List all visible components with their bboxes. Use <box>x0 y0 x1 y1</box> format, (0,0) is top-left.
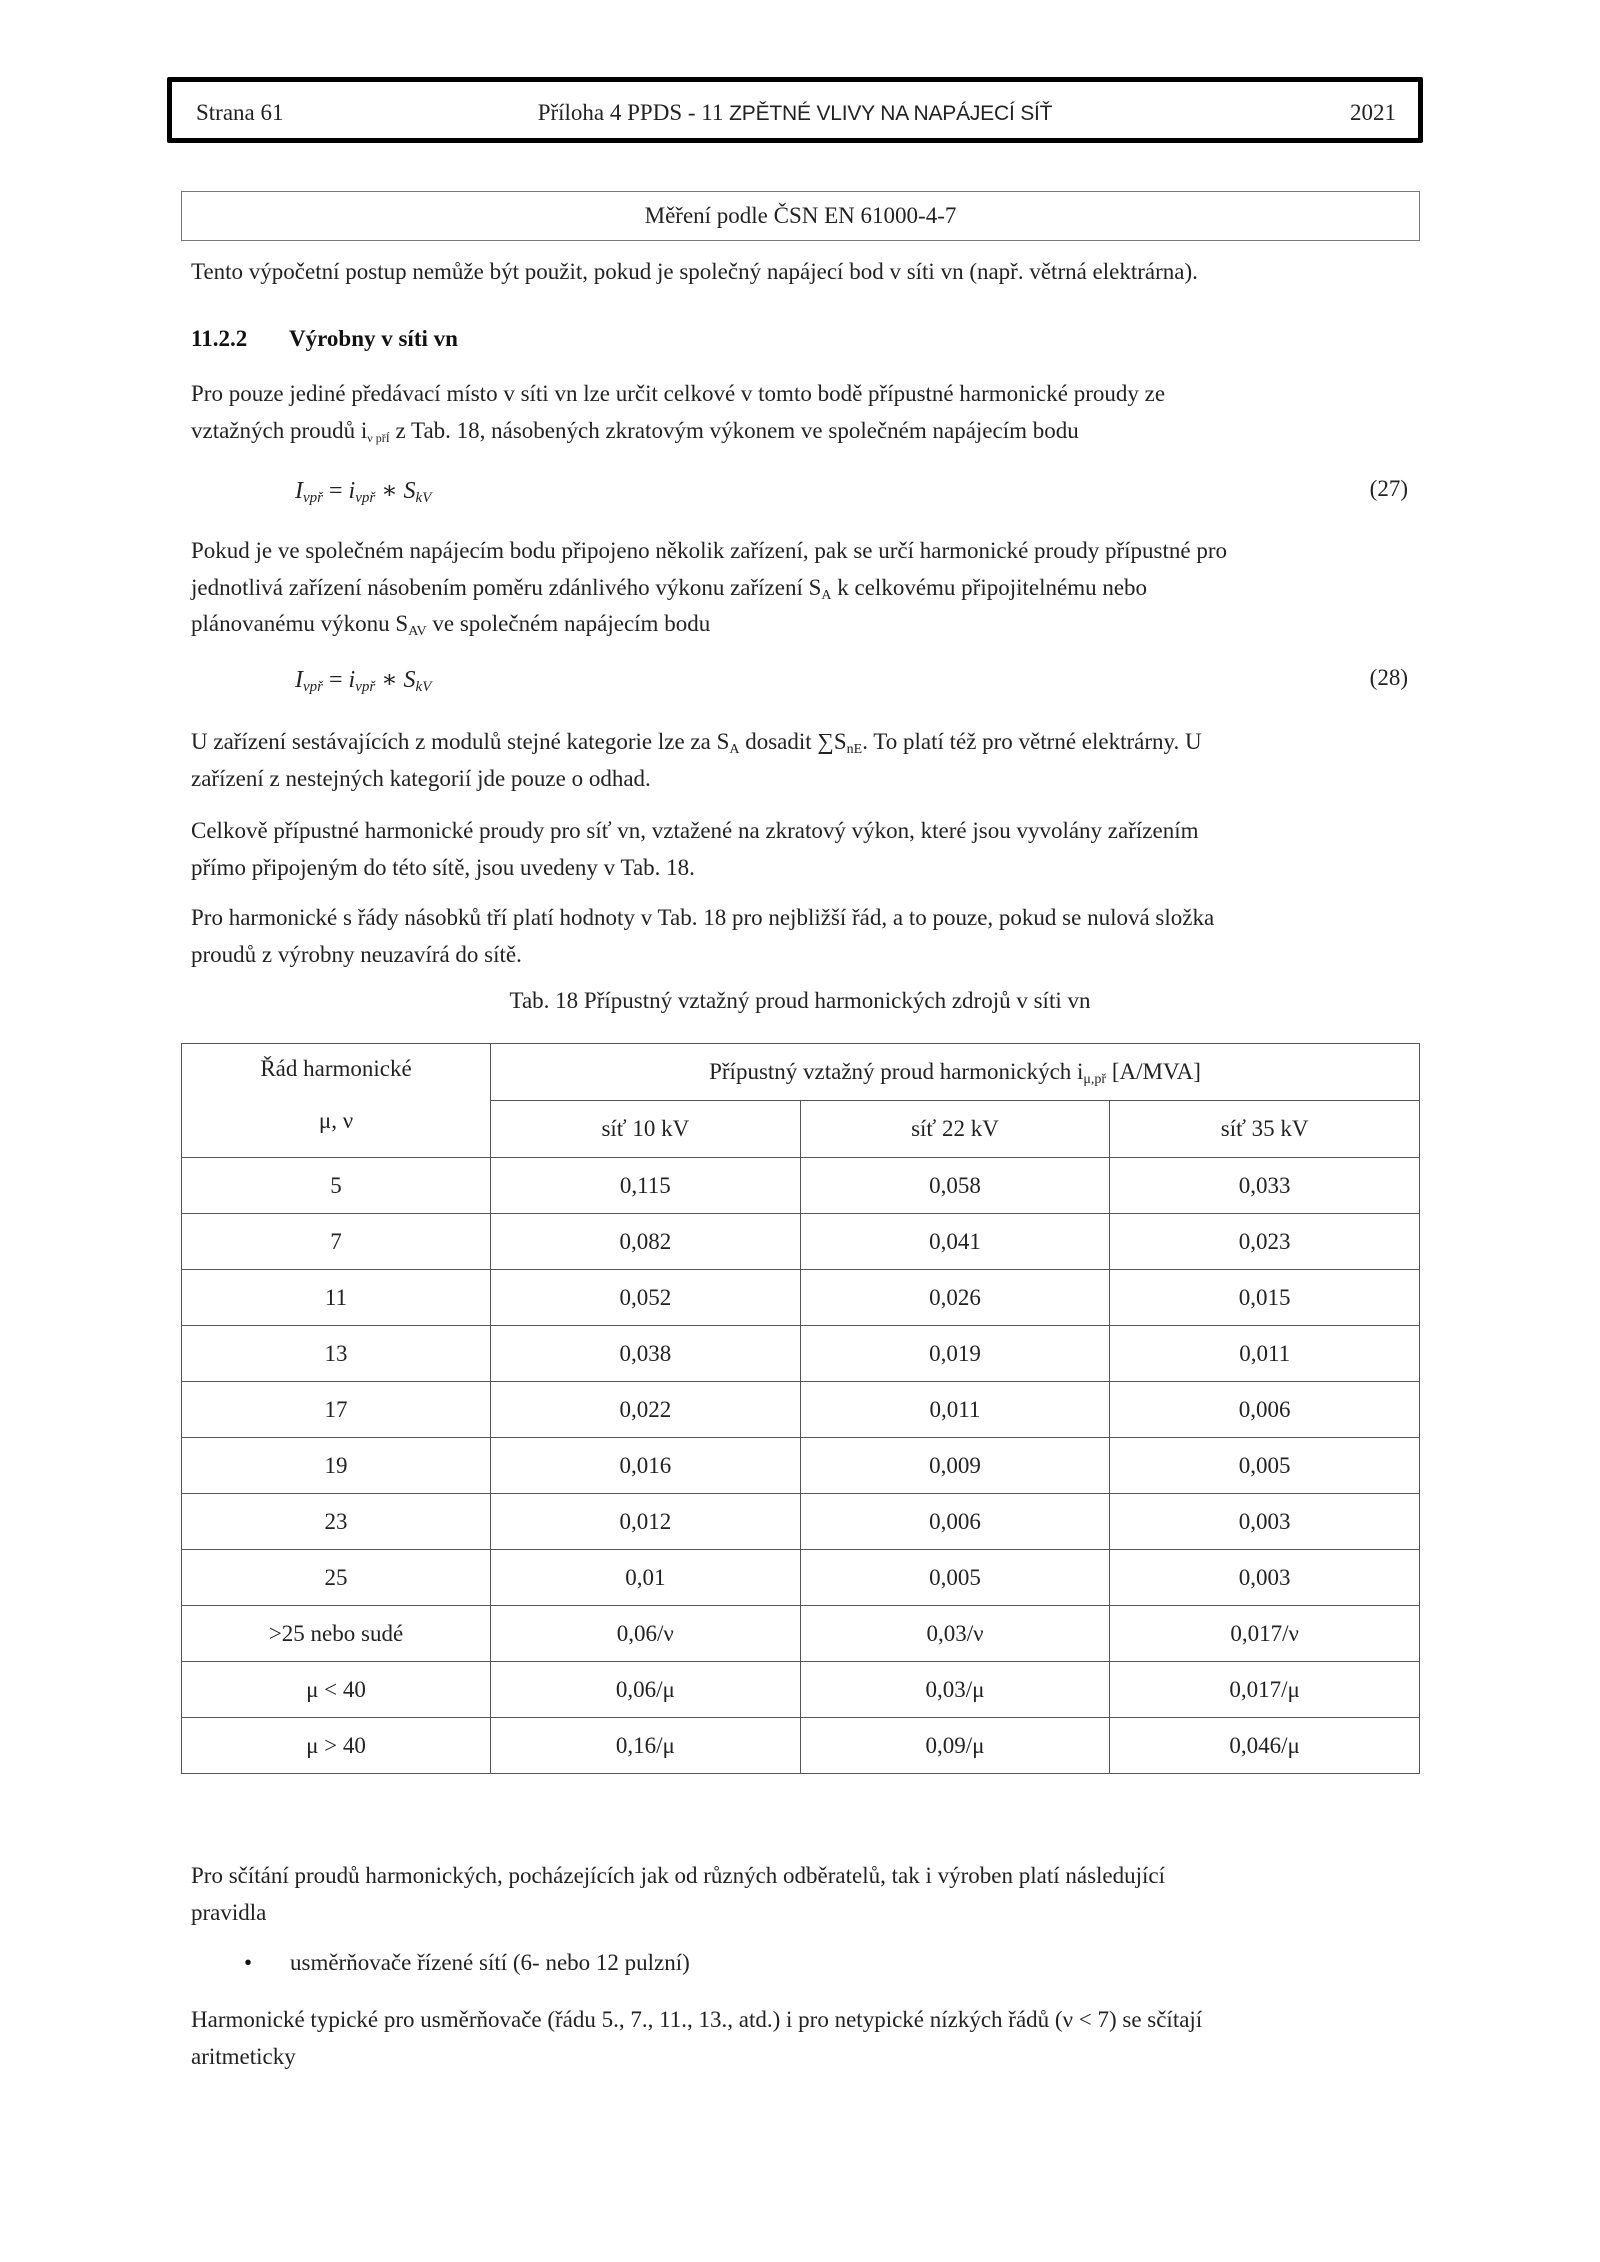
subscript: νpř <box>303 679 323 695</box>
table-row <box>182 1438 1420 1494</box>
cell-value-10kv: 0,012 <box>491 1494 801 1550</box>
intro-paragraph: Tento výpočetní postup nemůže být použit, pokud je společný napájecí bod v síti vn (např. větrná elektrárna). <box>191 259 1198 284</box>
column-header-22kv: síť 22 kV <box>800 1101 1110 1158</box>
column-header-10kv: síť 10 kV <box>491 1101 801 1158</box>
eq-lhs: I <box>295 478 303 504</box>
cell-value-22kv: 0,006 <box>800 1494 1110 1550</box>
cell-value-35kv: 0,017/ν <box>1110 1606 1420 1662</box>
paragraph-2-line-2 <box>191 570 1426 607</box>
eq-rhs-b: S <box>403 478 416 504</box>
paragraph-7-line-2: aritmeticky <box>191 2043 296 2069</box>
eq-rhs-a: i <box>348 478 356 504</box>
cell-value-22kv: 0,041 <box>800 1214 1110 1270</box>
cell-value-35kv: 0,003 <box>1110 1494 1420 1550</box>
text-span: z Tab. 18, násobených zkratovým výkonem ve společném napájecím bodu <box>389 417 1079 443</box>
cell-value-35kv: 0,015 <box>1110 1270 1420 1326</box>
equation-number-28: (28) <box>1369 665 1408 690</box>
header-harmonic-order-line-2: μ, ν <box>318 1108 354 1133</box>
cell-value-22kv: 0,019 <box>800 1326 1110 1382</box>
cell-value-10kv: 0,01 <box>491 1550 801 1606</box>
table-row <box>182 1606 1420 1662</box>
cell-harmonic-order: 25 <box>182 1550 491 1606</box>
bullet-item: usměrňovače řízené sítí (6- nebo 12 pulzní) <box>290 1950 690 1975</box>
cell-value-10kv: 0,016 <box>491 1438 801 1494</box>
subscript: A <box>729 742 740 757</box>
paragraph-3-line-1 <box>191 724 1426 761</box>
equation-27: $I_{\nu př} = i_{\nu př}$ ∗ $S_{kV}$ <box>295 478 432 506</box>
paragraph-7 <box>191 2002 1426 2075</box>
table-row <box>182 1662 1420 1718</box>
text-span: U zařízení sestávajících z modulů stejné kategorie lze za S <box>191 729 730 754</box>
eq-lhs: I <box>295 667 303 693</box>
cell-value-10kv: 0,06/ν <box>491 1606 801 1662</box>
column-header-35kv: síť 35 kV <box>1110 1101 1420 1158</box>
paragraph-5 <box>191 900 1426 973</box>
paragraph-5-line-2: proudů z výrobny neuzavírá do sítě. <box>191 941 522 967</box>
table-row <box>182 1214 1420 1270</box>
paragraph-4 <box>191 813 1426 886</box>
cell-value-22kv: 0,058 <box>800 1158 1110 1214</box>
table-row <box>182 1326 1420 1382</box>
subscript: kV <box>415 679 432 695</box>
text-span: Přípustný vztažný proud harmonických i <box>709 1059 1084 1084</box>
equation-number-27: (27) <box>1369 476 1408 501</box>
eq-operator: ∗ <box>375 667 404 693</box>
subscript: μ,př <box>1083 1072 1107 1087</box>
text-span: jednotlivá zařízení násobením poměru zdánlivého výkonu zařízení S <box>191 574 822 600</box>
document-year: 2021 <box>1350 100 1396 125</box>
paragraph-4-line-1: Celkově přípustné harmonické proudy pro síť vn, vztažené na zkratový výkon, které jsou vyvolány zařízením <box>191 818 1199 843</box>
paragraph-1 <box>191 376 1426 449</box>
cell-value-35kv: 0,017/μ <box>1110 1662 1420 1718</box>
cell-harmonic-order: μ < 40 <box>182 1662 491 1718</box>
paragraph-3-line-2: zařízení z nestejných kategorií jde pouze o odhad. <box>191 765 651 791</box>
cell-value-35kv: 0,023 <box>1110 1214 1420 1270</box>
cell-value-22kv: 0,03/ν <box>800 1606 1110 1662</box>
eq-rhs-a: i <box>348 667 356 693</box>
cell-value-22kv: 0,009 <box>800 1438 1110 1494</box>
table-row <box>182 1494 1420 1550</box>
cell-harmonic-order: 13 <box>182 1326 491 1382</box>
table-row <box>182 1270 1420 1326</box>
document-title-prefix: Příloha 4 PPDS - 11 <box>537 100 730 125</box>
cell-harmonic-order: 7 <box>182 1214 491 1270</box>
table-row <box>182 1382 1420 1438</box>
harmonic-current-table <box>181 1043 1420 1774</box>
header-harmonic-order-line-1: Řád harmonické <box>260 1056 412 1081</box>
cell-value-22kv: 0,005 <box>800 1550 1110 1606</box>
section-title: Výrobny v síti vn <box>289 326 458 351</box>
subscript: νpř <box>355 679 376 695</box>
subscript: νpř <box>303 490 323 506</box>
section-heading <box>191 326 458 352</box>
cell-harmonic-order: 5 <box>182 1158 491 1214</box>
page-number: Strana 61 <box>196 100 284 125</box>
cell-harmonic-order: μ > 40 <box>182 1718 491 1774</box>
cell-value-10kv: 0,115 <box>491 1158 801 1214</box>
cell-value-10kv: 0,052 <box>491 1270 801 1326</box>
section-number: 11.2.2 <box>191 326 248 351</box>
paragraph-2 <box>191 533 1426 643</box>
text-span: ve společném napájecím bodu <box>426 611 711 636</box>
cell-value-35kv: 0,033 <box>1110 1158 1420 1214</box>
cell-harmonic-order: 11 <box>182 1270 491 1326</box>
equation-28: $I_{\nu př} = i_{\nu př}$ ∗ $S_{kV}$ <box>295 667 432 695</box>
text-span: dosadit ∑S <box>739 729 847 754</box>
cell-value-22kv: 0,026 <box>800 1270 1110 1326</box>
cell-harmonic-order: 19 <box>182 1438 491 1494</box>
paragraph-1-line-2 <box>191 413 1426 450</box>
document-title <box>172 100 1418 126</box>
paragraph-4-line-2: přímo připojeným do této sítě, jsou uvedeny v Tab. 18. <box>191 854 695 880</box>
cell-value-35kv: 0,011 <box>1110 1326 1420 1382</box>
paragraph-2-line-1: Pokud je ve společném napájecím bodu připojeno několik zařízení, pak se určí harmonické proudy přípustné pro <box>191 538 1227 563</box>
cell-value-22kv: 0,03/μ <box>800 1662 1110 1718</box>
cell-value-35kv: 0,046/μ <box>1110 1718 1420 1774</box>
page-header <box>167 77 1423 143</box>
subscript: A <box>821 587 832 603</box>
subscript: νpř <box>355 490 376 506</box>
text-span: k celkovému připojitelnému nebo <box>831 574 1148 600</box>
measurement-standard-box: Měření podle ČSN EN 61000-4-7 <box>181 191 1420 241</box>
table-caption: Tab. 18 Přípustný vztažný proud harmonických zdrojů v síti vn <box>509 988 1091 1013</box>
cell-harmonic-order: >25 nebo sudé <box>182 1606 491 1662</box>
paragraph-6-line-2: pravidla <box>191 1899 267 1925</box>
cell-value-35kv: 0,003 <box>1110 1550 1420 1606</box>
paragraph-7-line-1: Harmonické typické pro usměrňovače (řádu 5., 7., 11., 13., atd.) i pro netypické nízkých řádů (ν < 7) se sčítají <box>191 2007 1203 2032</box>
table-row <box>182 1718 1420 1774</box>
header-harmonic-order <box>182 1044 491 1158</box>
cell-value-10kv: 0,082 <box>491 1214 801 1270</box>
paragraph-6-line-1: Pro sčítání proudů harmonických, pocházejících jak od různých odběratelů, tak i výroben platí následující <box>191 1863 1165 1888</box>
paragraph-6 <box>191 1858 1426 1931</box>
paragraph-3 <box>191 724 1426 797</box>
header-permissible-current <box>491 1044 1420 1101</box>
cell-value-10kv: 0,06/μ <box>491 1662 801 1718</box>
paragraph-1-line-1: Pro pouze jediné předávací místo v síti vn lze určit celkové v tomto bodě přípustné harmonické proudy ze <box>191 381 1166 406</box>
cell-value-22kv: 0,09/μ <box>800 1718 1110 1774</box>
text-span: vztažných proudů i <box>191 417 368 443</box>
eq-rhs-b: S <box>403 667 416 693</box>
cell-value-35kv: 0,005 <box>1110 1438 1420 1494</box>
text-span: . To platí též pro větrné elektrárny. U <box>862 729 1202 754</box>
text-span: [A/MVA] <box>1106 1059 1201 1084</box>
bullet-icon: • <box>244 1950 253 1975</box>
table-row <box>182 1158 1420 1214</box>
paragraph-5-line-1: Pro harmonické s řády násobků tří platí hodnoty v Tab. 18 pro nejbližší řád, a to pouze, pokud se nulová složka <box>191 905 1215 930</box>
subscript: kV <box>415 490 432 506</box>
cell-value-22kv: 0,011 <box>800 1382 1110 1438</box>
cell-value-10kv: 0,038 <box>491 1326 801 1382</box>
paragraph-2-line-3 <box>191 606 1426 643</box>
text-span: plánovanému výkonu S <box>191 611 409 636</box>
cell-value-10kv: 0,022 <box>491 1382 801 1438</box>
subscript: nE <box>846 742 863 757</box>
cell-value-10kv: 0,16/μ <box>491 1718 801 1774</box>
subscript: ν přÍ <box>367 430 390 445</box>
document-title-main: ZPĚTNÉ VLIVY NA NAPÁJECÍ SÍŤ <box>729 102 1053 125</box>
table-row <box>182 1550 1420 1606</box>
subscript: AV <box>408 624 427 639</box>
cell-value-35kv: 0,006 <box>1110 1382 1420 1438</box>
cell-harmonic-order: 23 <box>182 1494 491 1550</box>
eq-operator: ∗ <box>375 478 404 504</box>
cell-harmonic-order: 17 <box>182 1382 491 1438</box>
